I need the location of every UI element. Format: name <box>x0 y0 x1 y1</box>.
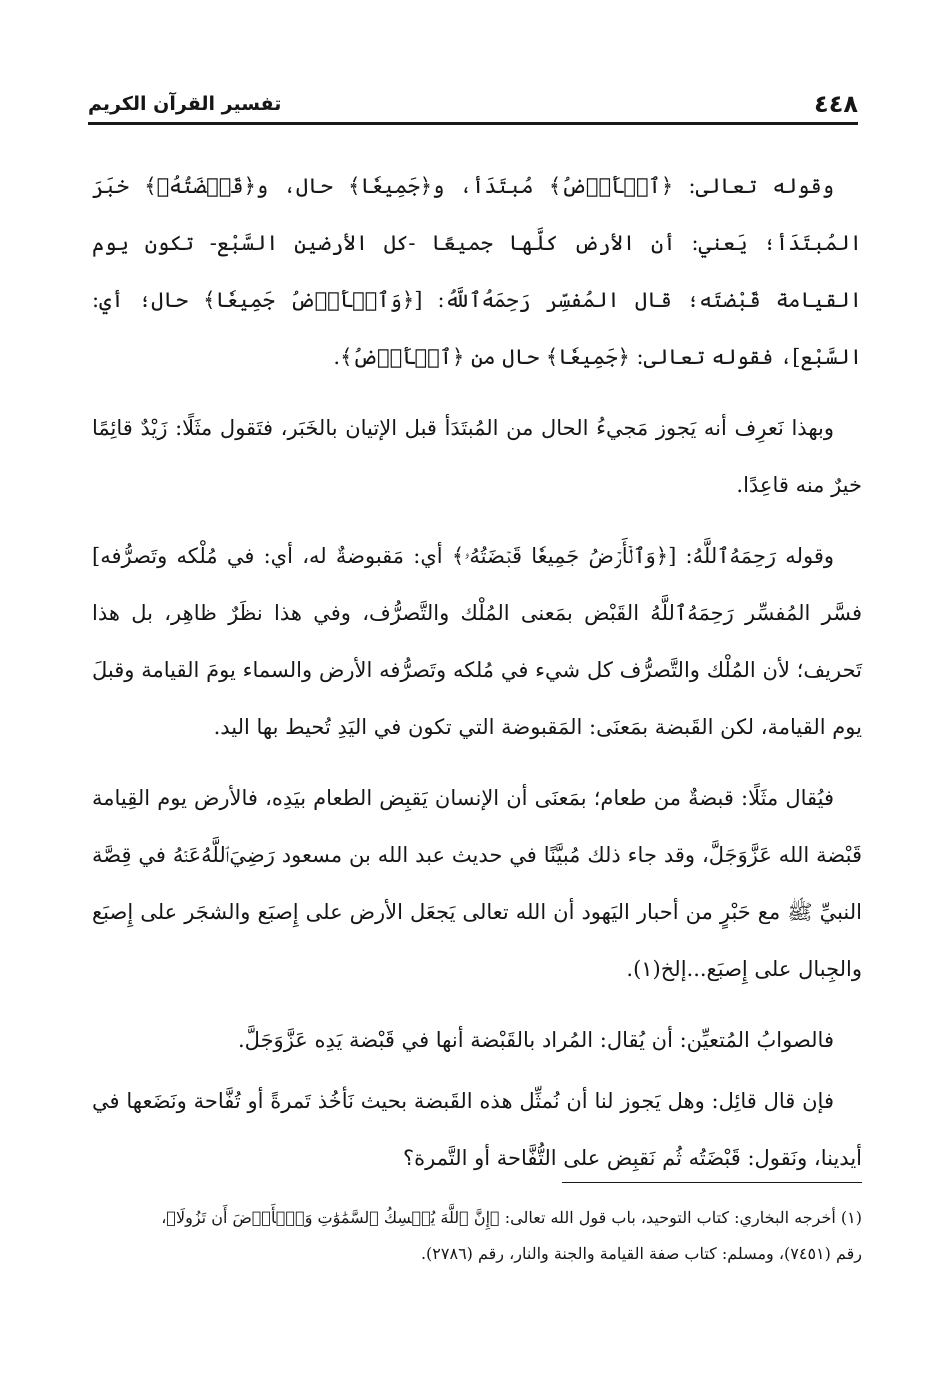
paragraph: فإن قال قائِل: وهل يَجوز لنا أن نُمثِّل هذه القَبضة بحيث نَأخُذ تَمرةً أو تُفَّاحة ونَضَعها في أيدينا، ونَقول: قَبْضَتُه ثُم نَقبِض على التُّفَّاحة أو التَّمرة؟ <box>92 1089 862 1170</box>
footnote-line: (١) أخرجه البخاري: كتاب التوحيد، باب قول الله تعالى: ﴿إِنَّ ٱللَّهَ يُمۡسِكُ ٱلسَّمَٰوَٰتِ وَٱلۡأَرۡضَ أَن تَزُولَا﴾، <box>161 1208 862 1227</box>
paragraph: فالصوابُ المُتعيِّن: أن يُقال: المُراد بالقَبْضة أنها في قَبْضة يَدِه عَزَّ‌وَجَلَّ. <box>238 1028 834 1052</box>
paragraph: وقوله رَحِمَهُ‌ٱللَّهُ: [﴿وَٱلۡأَرۡضُ جَمِيعٗا قَبۡضَتُهُۥ﴾ أي: مَقبوضةٌ له، أي: في مُلْكه وتَصرُّفه] فسَّر المُفسِّر رَحِمَهُ‌ٱللَّهُ القَبْض بمَعنى المُلْك والتَّصرُّف، وفي هذا نظَرٌ ظاهِر، بل هذا تَحريف؛ لأن المُلْك والتَّصرُّف كل شيء في مُلكه وتَصرُّفه الأرض والسماء يومَ القيامة وقبلَ يوم القيامة، لكن القَبضة بمَعنَى: المَقبوضة التي تكون في اليَدِ تُحيط بها اليد. <box>92 544 862 739</box>
paragraph: وقوله تعالى: ﴿ٱلۡأَرۡضُ﴾ مُبتَدَأ، و﴿جَمِيعٗا﴾ حال، و﴿قَبۡضَتُهُۥ﴾ خبَرَ المُبتَدَأ؛ يَعني: أن الأرض كلَّها جميعًا -كل الأرضين السَّبْع- تكون يوم القيامة قَبْضتَه؛ قال المُفسِّر رَحِمَهُ‌ٱللَّهُ: [﴿وَٱلۡأَرۡضُ جَمِيعٗا﴾ حال؛ أي: السَّبْع]، فقوله تعالى: ﴿جَمِيعٗا﴾ حال من ﴿ٱلۡأَرۡضُ﴾. <box>92 174 862 369</box>
page-number: ٤٤٨ <box>814 90 858 118</box>
running-title: تفسير القرآن الكريم <box>88 93 282 115</box>
paragraph: وبهذا نَعرِف أنه يَجوز مَجيءُ الحال من المُبتَدَأ قبل الإتيان بالخَبَر، فتَقول مثَلًا: زَيْدٌ قائِمًا خيرٌ منه قاعِدًا. <box>92 416 862 497</box>
page-header <box>88 82 858 125</box>
footnote-line: رقم (٧٤٥١)، ومسلم: كتاب صفة القيامة والجنة والنار، رقم (٢٧٨٦). <box>420 1244 862 1263</box>
footnote-separator <box>562 1182 862 1183</box>
paragraph: فيُقال مثَلًا: قبضةٌ من طعام؛ بمَعنَى أن الإنسان يَقبِض الطعام بيَدِه، فالأرض يوم القِيامة قَبْضة الله عَزَّ‌وَجَلَّ، وقد جاء ذلك مُبيَّنًا في حديث عبد الله بن مسعود رَضِيَ‌ٱللَّهُ‌عَنۡهُ في قِصَّة النبيِّ ﷺ مع حَبْرٍ من أحبار اليَهود أن الله تعالى يَجعَل الأرض على إِصبَع والشجَر على إِصبَع والجِبال على إِصبَع...إلخ(١). <box>92 786 862 981</box>
main-text <box>92 158 862 1201</box>
footnote <box>92 1200 862 1272</box>
